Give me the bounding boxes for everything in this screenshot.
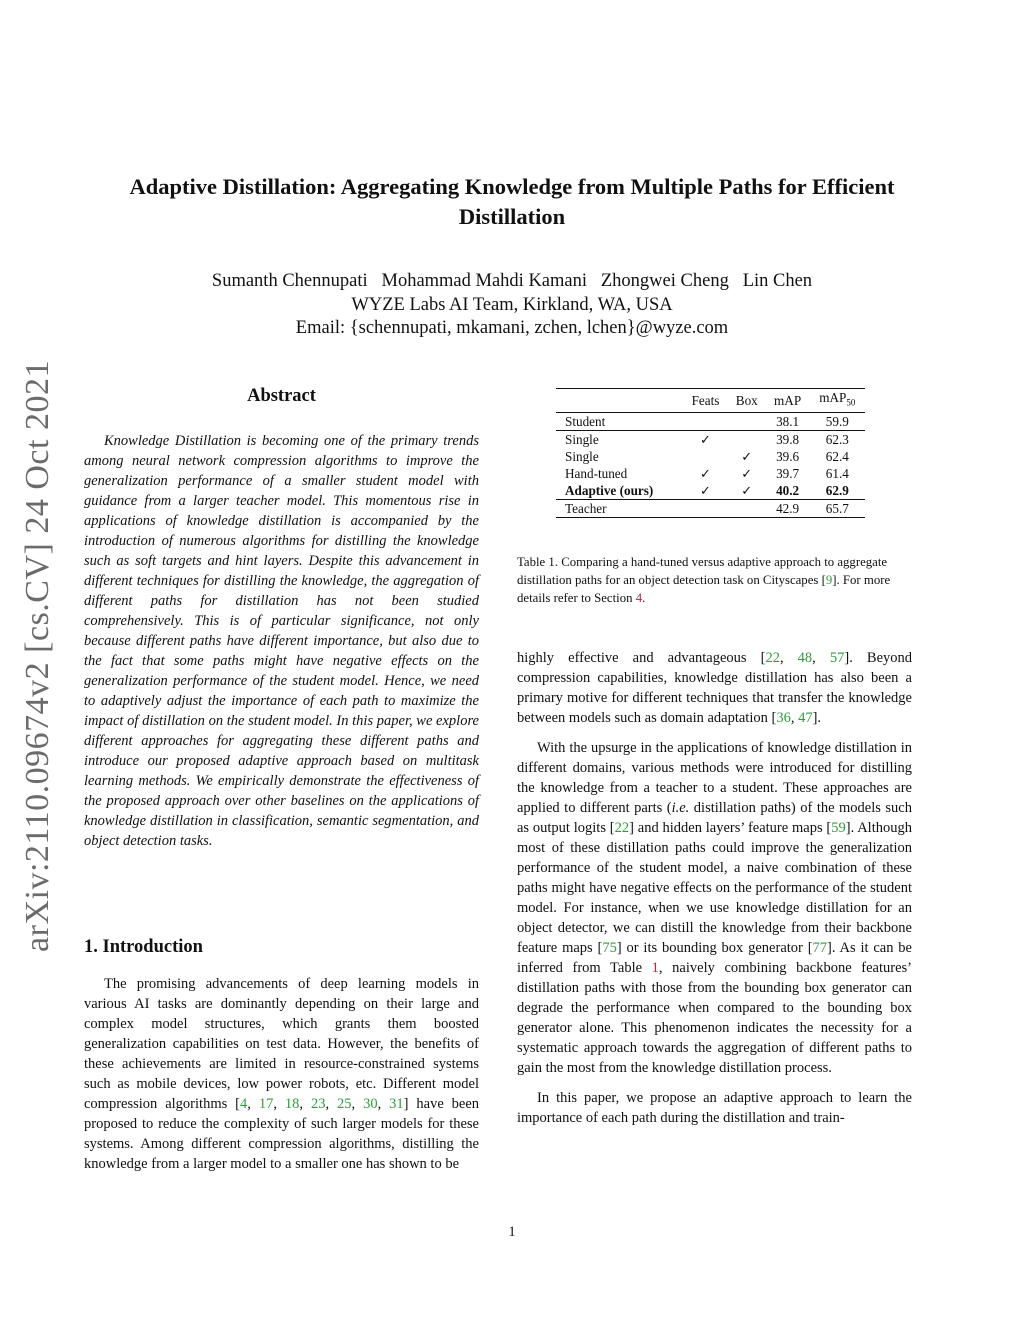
table-link[interactable]: 1 <box>651 960 659 976</box>
citation-link[interactable]: 25 <box>337 1096 352 1112</box>
right-column <box>517 648 912 1138</box>
citation-link[interactable]: 36 <box>776 710 791 726</box>
table-row-highlight: Adaptive (ours) ✓ ✓ 40.2 62.9 <box>565 482 849 498</box>
citation-link[interactable]: 48 <box>797 650 813 666</box>
right-paragraph-3: In this paper, we propose an adaptive approach to learn the importance of each path during the distillation and train- <box>517 1090 912 1126</box>
citation-link[interactable]: 4 <box>240 1096 248 1112</box>
table-header-row: Feats Box mAP mAP$_{50}$ <box>556 389 865 413</box>
abstract-heading: Abstract <box>247 386 316 406</box>
intro-heading: 1. Introduction <box>84 937 203 957</box>
citation-link[interactable]: 47 <box>798 710 813 726</box>
citation-link[interactable]: 77 <box>812 940 828 956</box>
results-table <box>556 388 865 518</box>
citation-link[interactable]: 22 <box>765 650 780 666</box>
citation-link[interactable]: 17 <box>258 1096 274 1112</box>
affiliation: WYZE Labs AI Team, Kirkland, WA, USA <box>351 294 673 315</box>
table-row: Hand-tuned ✓ ✓ 39.7 61.4 <box>565 465 849 481</box>
citation-link[interactable]: 57 <box>829 650 845 666</box>
intro-paragraph-1: The promising advancements of deep learning models in various AI tasks are dominantly depending on their large and complex model structures, which grants them boosted generalization capabilities on test data. However, the benefits of these achievements are limited in resource-constrained systems such as mobile devices, low power robots, etc. Different model compression algorithms [4, 17, 18, 23, 25, 30, 31] have been proposed to reduce the complexity of such larger models for these systems. Among different compression algorithms, distilling the knowledge from a larger model to a smaller one has shown to be <box>84 976 480 1172</box>
author-names: Sumanth Chennupati Mohammad Mahdi Kamani Zhongwei Cheng Lin Chen <box>211 271 813 291</box>
email: Email: {schennupati, mkamani, zchen, lchen}@wyze.com <box>295 318 729 338</box>
table-row: Teacher 42.9 65.7 <box>556 499 865 517</box>
citation-link[interactable]: 75 <box>602 940 617 956</box>
author-block <box>40 270 984 341</box>
right-paragraph-2: With the upsurge in the applications of knowledge distillation in different domains, various methods were introduced for distilling the knowledge from a teacher to a student. These approaches are applied to different parts (i.e. distillation paths) of the models such as output logits [22] and hidden layers’ feature maps [59]. Although most of these distillation paths could improve the generalization performance of the student model, a naive combination of these paths might have negative effects on the performance of the student model. For instance, when we use knowledge distillation for an object detector, we can distill the knowledge from their backbone feature maps [75] or its bounding box generator [77]. As it can be inferred from Table 1, naively combining backbone features’ distillation paths with those from the bounding box generator can degrade the performance when compared to the bounding box generator alone. This phenomenon indicates the necessity for a systematic approach towards the aggregation of different paths to gain the most from the knowledge distillation process. <box>517 740 912 1076</box>
right-paragraph-1: highly effective and advantageous [22, 48, 57]. Beyond compression capabilities, knowledge distillation has also been a primary motive for different techniques that transfer the knowledge between models such as domain adaptation [36, 47]. <box>517 650 913 726</box>
table-row: Single ✓ 39.6 62.4 <box>565 448 849 464</box>
abstract-text: Knowledge Distillation is becoming one of the primary trends among neural network compression algorithms to improve the generalization performance of a smaller student model with guidance from a larger teacher model. This momentous rise in applications of knowledge distillation is accompanied by the introduction of numerous algorithms for distilling the knowledge such as soft targets and hint layers. Despite this advancement in different techniques for distilling the knowledge, the aggregation of different paths for distillation has not been studied comprehensively. This is of particular significance, not only because different paths have different importance, but also due to the fact that some paths might have negative effects on the generalization performance of the student model. Hence, we need to adaptively adjust the importance of each path to maximize the impact of distillation on the student model. In this paper, we explore different approaches for aggregating these different paths and introduce our proposed adaptive approach based on multitask learning methods. We empirically demonstrate the effectiveness of the proposed approach over other baselines on the applications of knowledge distillation in classification, semantic segmentation, and object detection tasks. <box>84 433 479 849</box>
table-row: Single ✓ 39.8 62.3 <box>556 430 865 448</box>
citation-link[interactable]: 31 <box>389 1096 404 1112</box>
citation-link[interactable]: 59 <box>831 820 846 836</box>
citation-link[interactable]: 9 <box>825 573 833 587</box>
intro-left-column <box>84 974 479 1184</box>
title-line-2: Distillation <box>458 204 566 229</box>
title-line-1: Adaptive Distillation: Aggregating Knowledge from Multiple Paths for Efficient <box>129 174 895 199</box>
citation-link[interactable]: 30 <box>363 1096 378 1112</box>
citation-link[interactable]: 22 <box>614 820 630 836</box>
section-link[interactable]: 4 <box>635 591 643 605</box>
table-caption: Table 1. Comparing a hand-tuned versus adaptive approach to aggregate distillation paths for an object detection task on Cityscapes [9]. For more details refer to Section 4. <box>517 555 891 605</box>
table-row: Student 38.1 59.9 <box>556 412 865 430</box>
citation-link[interactable]: 23 <box>310 1096 326 1112</box>
paper-title <box>40 172 984 232</box>
page-number: 1 <box>508 1224 516 1240</box>
arxiv-side-label: arXiv:2110.09674v2 [cs.CV] 24 Oct 2021 <box>19 360 56 952</box>
citation-link[interactable]: 18 <box>284 1096 300 1112</box>
